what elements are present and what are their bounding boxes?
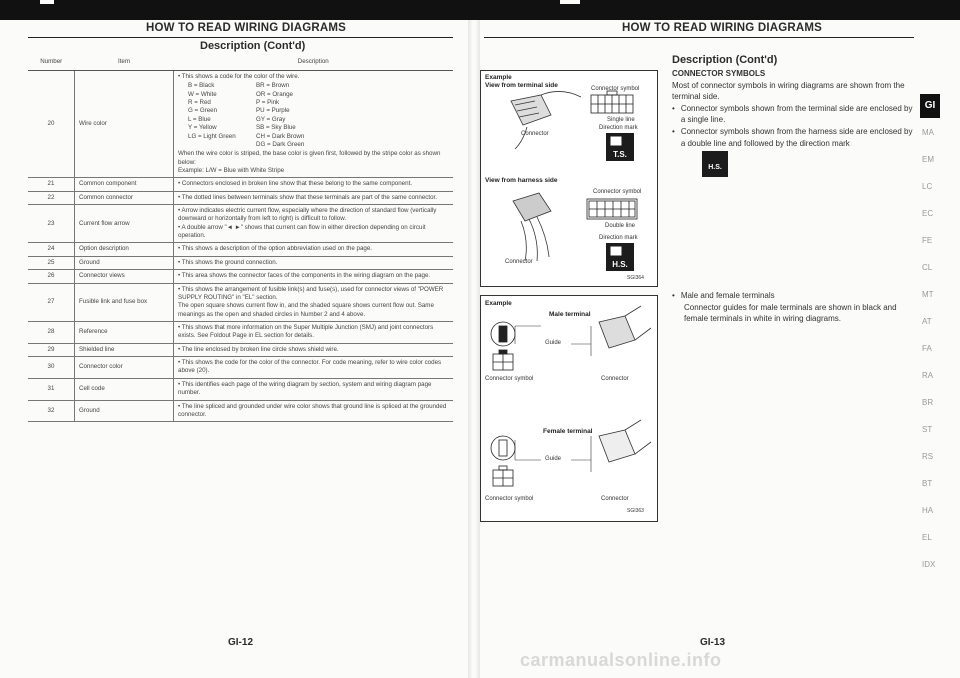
wire-color-code <box>188 141 252 149</box>
row-description <box>174 191 454 204</box>
female-connector-drawing <box>599 420 651 462</box>
description-text: This area shows the connector faces of the components in the wiring diagram on the page. <box>181 272 431 280</box>
table-header-row <box>28 52 453 71</box>
description-paragraph: • Connectors enclosed in broken line show that these belong to the same component. <box>178 180 413 188</box>
row-description <box>174 321 454 343</box>
table-row <box>28 71 453 178</box>
description-text: This identifies each page of the wiring diagram by section, system and wiring diagram page number. <box>178 380 434 397</box>
wire-color-code: BR = Brown <box>256 82 290 90</box>
row-item: Common component <box>75 178 174 191</box>
description-text: Connectors enclosed in broken line show that these belong to the same component. <box>181 180 413 188</box>
fig2-drawing <box>481 296 657 521</box>
side-tab[interactable]: EC <box>922 209 934 218</box>
wire-color-code: SB = Sky Blue <box>256 124 296 132</box>
row-number: 31 <box>28 378 75 400</box>
description-paragraph: • The dotted lines between terminals show that these terminals are part of the same connector. <box>178 193 437 201</box>
row-item: Wire color <box>75 71 174 178</box>
wire-color-code: R = Red <box>188 99 211 107</box>
row-item: Common connector <box>75 191 174 204</box>
wire-color-code: PU = Purple <box>256 107 290 115</box>
description-paragraph: • This shows that more information on the Super Multiple Junction (SMJ) and joint connectors exists. See Foldout Page in EL section for details. <box>178 323 435 340</box>
table-row <box>28 191 453 204</box>
side-tab[interactable]: MT <box>922 290 934 299</box>
description-paragraph: • This shows the code for the color of the connector. For code meaning, refer to wire color codes above (20). <box>178 359 443 375</box>
row-item: Current flow arrow <box>75 205 174 243</box>
table-row <box>28 270 453 283</box>
row-number: 23 <box>28 205 75 243</box>
fig1-connector-label-2: Connector <box>505 259 533 265</box>
row-number: 24 <box>28 243 75 256</box>
description-paragraph: • Arrow indicates electric current flow, especially where the direction of standard flow (vertically downward or horizontally from left to right) is difficult to follow. <box>178 207 439 223</box>
row-item: Connector color <box>75 357 174 379</box>
row-item: Ground <box>75 256 174 269</box>
connector-symbols-intro: Most of connector symbols in wiring diagrams are shown from the terminal side. <box>672 80 905 102</box>
bullet-terminal-side: • Connector symbols shown from the terminal side are enclosed by a single line. <box>672 103 917 126</box>
connector-symbols-heading: CONNECTOR SYMBOLS <box>672 69 766 78</box>
wire-color-intro-text: This shows a code for the color of the wire. <box>181 73 300 80</box>
fig1-connector-symbol-label-2: Connector symbol <box>593 189 642 195</box>
hs-mark-text: H.S. <box>606 260 634 269</box>
male-female-heading: Male and female terminals <box>680 291 775 300</box>
left-page-number: GI-12 <box>228 637 254 648</box>
side-tab[interactable]: IDX <box>922 560 936 569</box>
side-tab[interactable]: HA <box>922 506 934 515</box>
fig1-single-line-label: Single line <box>607 117 635 123</box>
col-header-item: Item <box>75 52 174 71</box>
fig1-direction-mark-label: Direction mark <box>599 125 638 131</box>
side-tab[interactable]: LC <box>922 182 933 191</box>
description-text: The line spliced and grounded under wire color shows that ground line is spliced at the grounded connector. <box>178 402 449 418</box>
fig2-female-label: Female terminal <box>543 428 593 435</box>
wire-color-codes <box>188 82 449 149</box>
fig2-connector-symbol-label: Connector symbol <box>485 376 534 382</box>
description-text: This shows the code for the color of the connector. For code meaning, refer to wire color codes above (20). <box>178 359 443 375</box>
table-row <box>28 256 453 269</box>
harness-side-symbol <box>587 199 637 219</box>
fig1-connector-symbol-label: Connector symbol <box>591 86 640 92</box>
row-number: 26 <box>28 270 75 283</box>
page-gutter <box>468 20 480 678</box>
row-number: 21 <box>28 178 75 191</box>
fig1-direction-mark-label-2: Direction mark <box>599 235 638 241</box>
side-tab[interactable]: FA <box>922 344 932 353</box>
side-tab[interactable]: MA <box>922 128 934 137</box>
fig2-connector-symbol-label-2: Connector symbol <box>485 496 534 502</box>
fig1-connector-label: Connector <box>521 131 549 137</box>
description-paragraph: • This shows the arrangement of fusible link(s) and fuse(s), used for connector views of "POWER SUPPLY ROUTING" in "EL" section. The open square shows current flow in, and the shaded square shows current flow out. Same meanings as the open and shaded circles in Number 2 and 4 above. <box>178 285 444 318</box>
row-description <box>174 343 454 356</box>
fig2-connector-label: Connector <box>601 376 629 382</box>
row-number: 22 <box>28 191 75 204</box>
side-tab[interactable]: BT <box>922 479 933 488</box>
row-item: Cell code <box>75 378 174 400</box>
wire-color-note: When the wire color is striped, the base color is given first, followed by the stripe color as shown below: <box>178 150 443 166</box>
wire-color-intro: • This shows a code for the color of the wire. <box>178 73 300 80</box>
fig2-connector-label-2: Connector <box>601 496 629 502</box>
side-tab[interactable]: BR <box>922 398 934 407</box>
row-description <box>174 400 454 422</box>
row-description <box>174 243 454 256</box>
male-female-desc: Connector guides for male terminals are shown in black and female terminals in white in wiring diagrams. <box>684 302 897 324</box>
description-paragraph: • This shows a description of the option abbreviation used on the page. <box>178 245 372 253</box>
row-description <box>174 71 454 178</box>
description-text: This shows the ground connection. <box>181 258 278 266</box>
left-page-subtitle: Description (Cont'd) <box>200 40 306 52</box>
row-item: Reference <box>75 321 174 343</box>
wire-color-code: Y = Yellow <box>188 124 217 132</box>
row-number: 28 <box>28 321 75 343</box>
wire-color-code: GY = Gray <box>256 115 286 123</box>
bullet-text: Connector symbols shown from the terminal side are enclosed by a single line. <box>680 103 913 125</box>
bullet-harness-side: • Connector symbols shown from the harness side are enclosed by a double line and followed by the direction mark <box>672 126 917 149</box>
table-row <box>28 321 453 343</box>
description-text: This shows a description of the option abbreviation used on the page. <box>181 245 372 253</box>
right-title-rule <box>484 37 914 38</box>
wire-color-example: Example: L/W = Blue with White Stripe <box>178 166 285 174</box>
wire-color-code: G = Green <box>188 107 218 115</box>
side-tab[interactable]: EL <box>922 533 932 542</box>
description-text: Arrow indicates electric current flow, especially where the direction of standard flow (vertically downward or horizontally from left to right) is difficult to follow. <box>178 207 439 223</box>
left-page-title: HOW TO READ WIRING DIAGRAMS <box>146 22 347 34</box>
row-description <box>174 283 454 321</box>
fig1-view-terminal-label: View from terminal side <box>485 82 558 89</box>
side-tab[interactable]: RS <box>922 452 934 461</box>
watermark: carmanualsonline.info <box>520 650 722 670</box>
fig2-guide-label-2: Guide <box>545 456 562 462</box>
row-number: 25 <box>28 256 75 269</box>
wiring-description-table <box>28 52 453 422</box>
table-row <box>28 378 453 400</box>
wire-color-code: L = Blue <box>188 115 211 123</box>
fig2-male-label: Male terminal <box>549 311 591 318</box>
side-tab[interactable]: EM <box>922 155 934 164</box>
fig1-double-line-label: Double line <box>605 223 636 229</box>
side-tab[interactable]: RA <box>922 371 934 380</box>
table-row <box>28 205 453 243</box>
table-row <box>28 243 453 256</box>
row-number: 30 <box>28 357 75 379</box>
description-paragraph: • A double arrow "◄ ►" shows that current can flow in either direction depending on circuit operation. <box>178 223 428 240</box>
bullet-male-female: • Male and female terminals <box>672 291 775 300</box>
terminal-side-symbol <box>591 91 633 113</box>
female-guide-lines <box>515 436 591 472</box>
hs-inline-mark-text: H.S. <box>708 164 722 172</box>
description-text: The line enclosed by broken line circle shows shield wire. <box>181 345 339 353</box>
row-item: Fusible link and fuse box <box>75 283 174 321</box>
side-tab[interactable]: AT <box>922 317 932 326</box>
row-description <box>174 270 454 283</box>
hs-inline-mark <box>702 151 728 177</box>
figure-connector-views <box>480 70 658 287</box>
description-text: The dotted lines between terminals show that these terminals are part of the same connector. <box>181 193 437 201</box>
side-tab[interactable]: ST <box>922 425 933 434</box>
scan-mark <box>560 0 580 4</box>
terminal-side-connector-drawing <box>511 91 581 149</box>
harness-side-connector-drawing <box>513 193 551 261</box>
side-tab[interactable]: CL <box>922 263 933 272</box>
wire-color-code: B = Black <box>188 82 215 90</box>
table-row <box>28 357 453 379</box>
table-row <box>28 283 453 321</box>
wire-color-code: DG = Dark Green <box>256 140 305 148</box>
right-page-subtitle: Description (Cont'd) <box>672 54 778 66</box>
side-tab[interactable]: FE <box>922 236 933 245</box>
male-female-text <box>672 290 917 325</box>
fig2-code: SGI363 <box>627 508 644 514</box>
row-number: 27 <box>28 283 75 321</box>
right-page-number: GI-13 <box>700 637 726 648</box>
wire-color-code: LG = Light Green <box>188 132 236 140</box>
description-paragraph: • The line spliced and grounded under wire color shows that ground line is spliced at the grounded connector. <box>178 402 449 418</box>
wire-color-code: W = White <box>188 90 217 98</box>
description-paragraph: • This identifies each page of the wiring diagram by section, system and wiring diagram page number. <box>178 380 434 397</box>
bullet-text: Connector symbols shown from the harness side are enclosed by a double line and followed by the direction mark <box>680 126 913 148</box>
col-header-number: Number <box>28 52 75 71</box>
connector-symbols-text <box>672 68 917 177</box>
description-paragraph: • This shows the ground connection. <box>178 258 278 266</box>
col-header-description: Description <box>174 52 454 71</box>
row-item: Shielded line <box>75 343 174 356</box>
figure-male-female-terminals <box>480 295 658 522</box>
fig1-view-harness-label: View from harness side <box>485 177 558 184</box>
row-item: Ground <box>75 400 174 422</box>
row-item: Option description <box>75 243 174 256</box>
wire-color-code: CH = Dark Brown <box>256 132 305 140</box>
row-number: 20 <box>28 71 75 178</box>
right-page-title: HOW TO READ WIRING DIAGRAMS <box>622 22 823 34</box>
row-description <box>174 357 454 379</box>
row-description <box>174 256 454 269</box>
left-title-rule <box>28 37 453 38</box>
top-scan-bar <box>0 0 960 20</box>
ts-mark-text: T.S. <box>606 150 634 159</box>
row-item: Connector views <box>75 270 174 283</box>
row-description <box>174 205 454 243</box>
female-symbol <box>491 436 515 486</box>
description-text: This shows the arrangement of fusible link(s) and fuse(s), used for connector views of "POWER SUPPLY ROUTING" in "EL" section. The open square shows current flow in, and the shaded square shows current flow out. Same meanings as the open and shaded circles in Number 2 and 4 above. <box>178 285 444 318</box>
fig1-example-label: Example <box>485 74 512 81</box>
description-paragraph: • The line enclosed by broken line circle shows shield wire. <box>178 345 339 353</box>
side-tab-active[interactable]: GI <box>920 94 940 118</box>
description-paragraph: • This area shows the connector faces of the components in the wiring diagram on the page. <box>178 272 431 280</box>
row-description <box>174 178 454 191</box>
description-text: A double arrow "◄ ►" shows that current can flow in either direction depending on circuit operation. <box>178 223 428 240</box>
wire-color-code: OR = Orange <box>256 90 293 98</box>
fig2-example-label: Example <box>485 300 512 307</box>
table-row <box>28 400 453 422</box>
row-description <box>174 378 454 400</box>
row-number: 29 <box>28 343 75 356</box>
fig2-guide-label: Guide <box>545 340 562 346</box>
male-connector-drawing <box>599 306 651 348</box>
description-text: This shows that more information on the Super Multiple Junction (SMJ) and joint connectors exists. See Foldout Page in EL section for details. <box>178 323 435 340</box>
table-row <box>28 343 453 356</box>
scan-mark <box>40 0 54 4</box>
row-number: 32 <box>28 400 75 422</box>
table-row <box>28 178 453 191</box>
wire-color-code: P = Pink <box>256 99 280 107</box>
fig1-code: SGI364 <box>627 275 644 281</box>
male-symbol <box>491 322 515 370</box>
